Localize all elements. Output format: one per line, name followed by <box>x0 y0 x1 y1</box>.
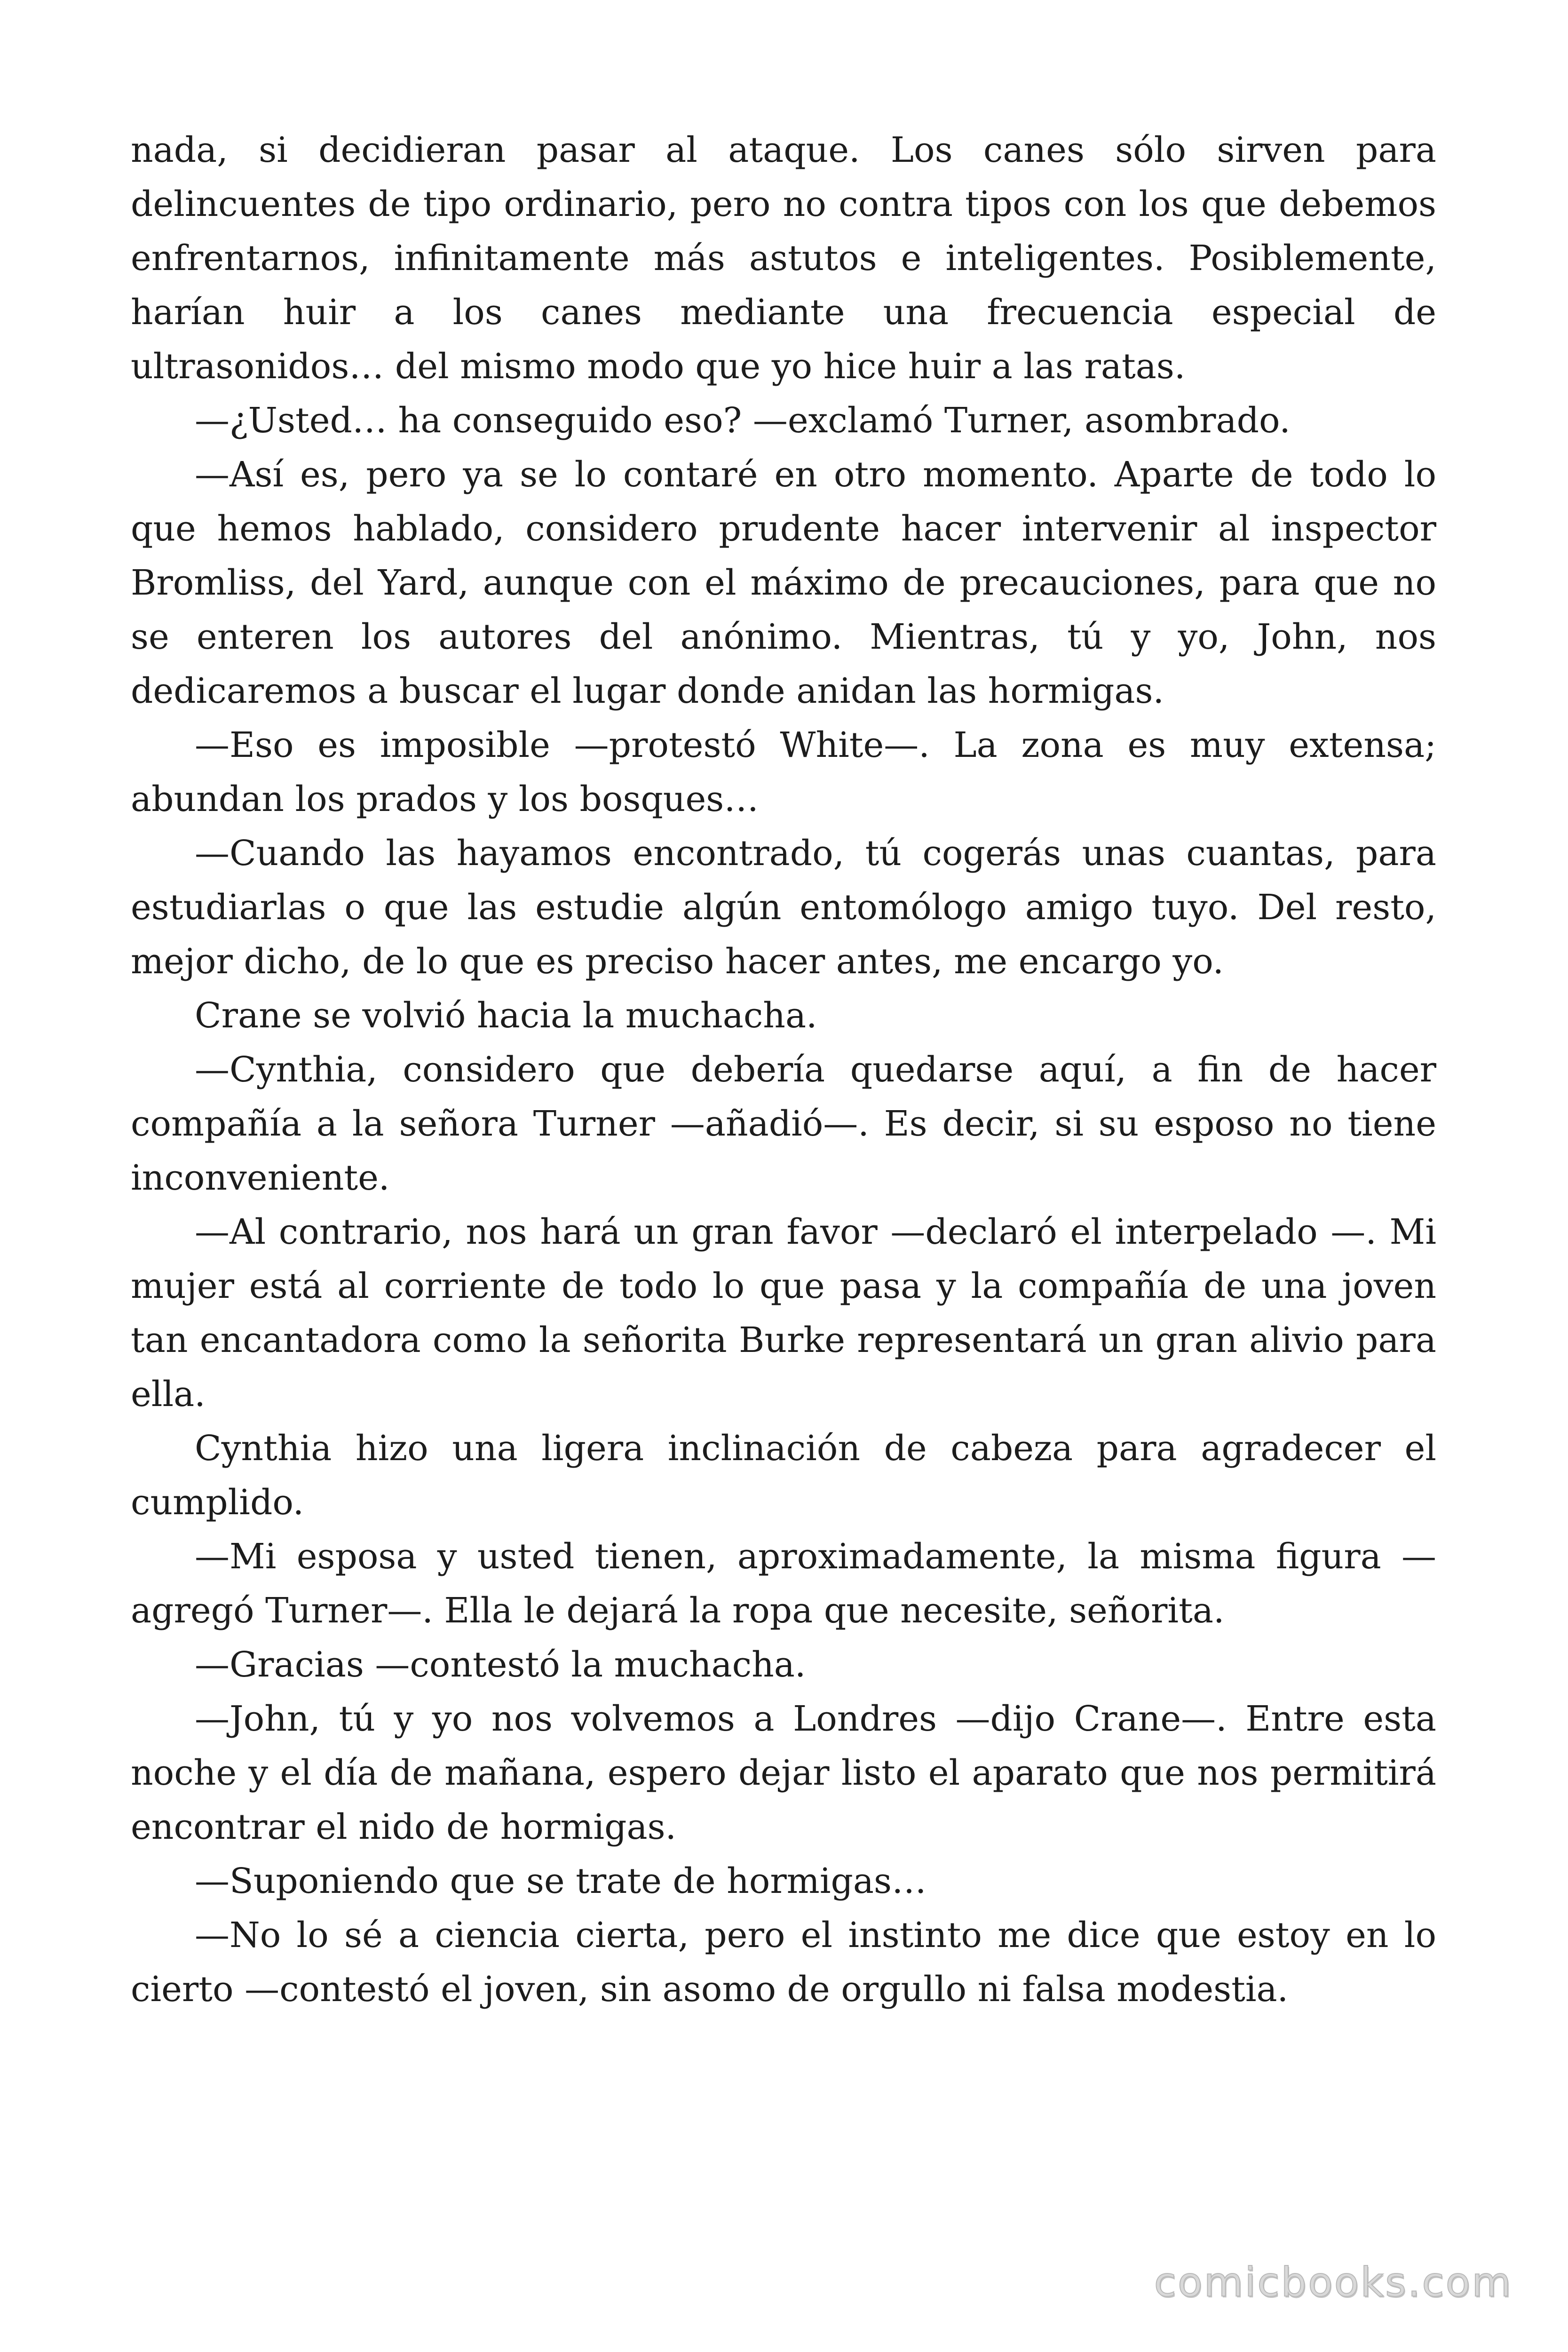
paragraph: —Cuando las hayamos encontrado, tú cogerás unas cuantas, para estudiarlas o que las estudie algún entomólogo amigo tuyo. Del resto, mejor dicho, de lo que es preciso hacer antes, me encargo yo. <box>131 833 1436 982</box>
paragraph: Crane se volvió hacia la muchacha. <box>195 995 817 1036</box>
paragraph: nada, si decidieran pasar al ataque. Los canes sólo sirven para delincuentes de tipo ordinario, pero no contra tipos con los que debemos enfrentarnos, infinitamente más astutos e inteligentes. Posiblemente, harían huir a los canes mediante una frecuencia especial de ultrasonidos… del mismo modo que yo hice huir a las ratas. <box>131 130 1436 387</box>
watermark: comicbooks.com <box>1154 2259 1513 2306</box>
paragraph: —Eso es imposible —protestó White—. La zona es muy extensa; abundan los prados y los bosques… <box>131 725 1436 819</box>
paragraph: —¿Usted… ha conseguido eso? —exclamó Turner, asombrado. <box>195 400 1291 441</box>
paragraph: —Cynthia, considero que debería quedarse aquí, a fin de hacer compañía a la señora Turner —añadió—. Es decir, si su esposo no tiene inconveniente. <box>131 1049 1436 1198</box>
paragraph: Cynthia hizo una ligera inclinación de cabeza para agradecer el cumplido. <box>131 1428 1436 1523</box>
paragraph: —Suponiendo que se trate de hormigas… <box>195 1861 927 1901</box>
body-text <box>131 123 1436 2017</box>
paragraph: —No lo sé a ciencia cierta, pero el instinto me dice que estoy en lo cierto —contestó el joven, sin asomo de orgullo ni falsa modestia. <box>131 1915 1436 2010</box>
paragraph: —Gracias —contestó la muchacha. <box>195 1645 806 1685</box>
paragraph: —Mi esposa y usted tienen, aproximadamente, la misma figura —agregó Turner—. Ella le dejará la ropa que necesite, señorita. <box>131 1536 1436 1631</box>
paragraph: —John, tú y yo nos volvemos a Londres —dijo Crane—. Entre esta noche y el día de mañana, espero dejar listo el aparato que nos permitirá encontrar el nido de hormigas. <box>131 1699 1436 1847</box>
paragraph: —Así es, pero ya se lo contaré en otro momento. Aparte de todo lo que hemos hablado, considero prudente hacer intervenir al inspector Bromliss, del Yard, aunque con el máximo de precauciones, para que no se enteren los autores del anónimo. Mientras, tú y yo, John, nos dedicaremos a buscar el lugar donde anidan las hormigas. <box>131 454 1436 711</box>
paragraph: —Al contrario, nos hará un gran favor —declaró el interpelado —. Mi mujer está al corriente de todo lo que pasa y la compañía de una joven tan encantadora como la señorita Burke representará un gran alivio para ella. <box>131 1212 1436 1414</box>
